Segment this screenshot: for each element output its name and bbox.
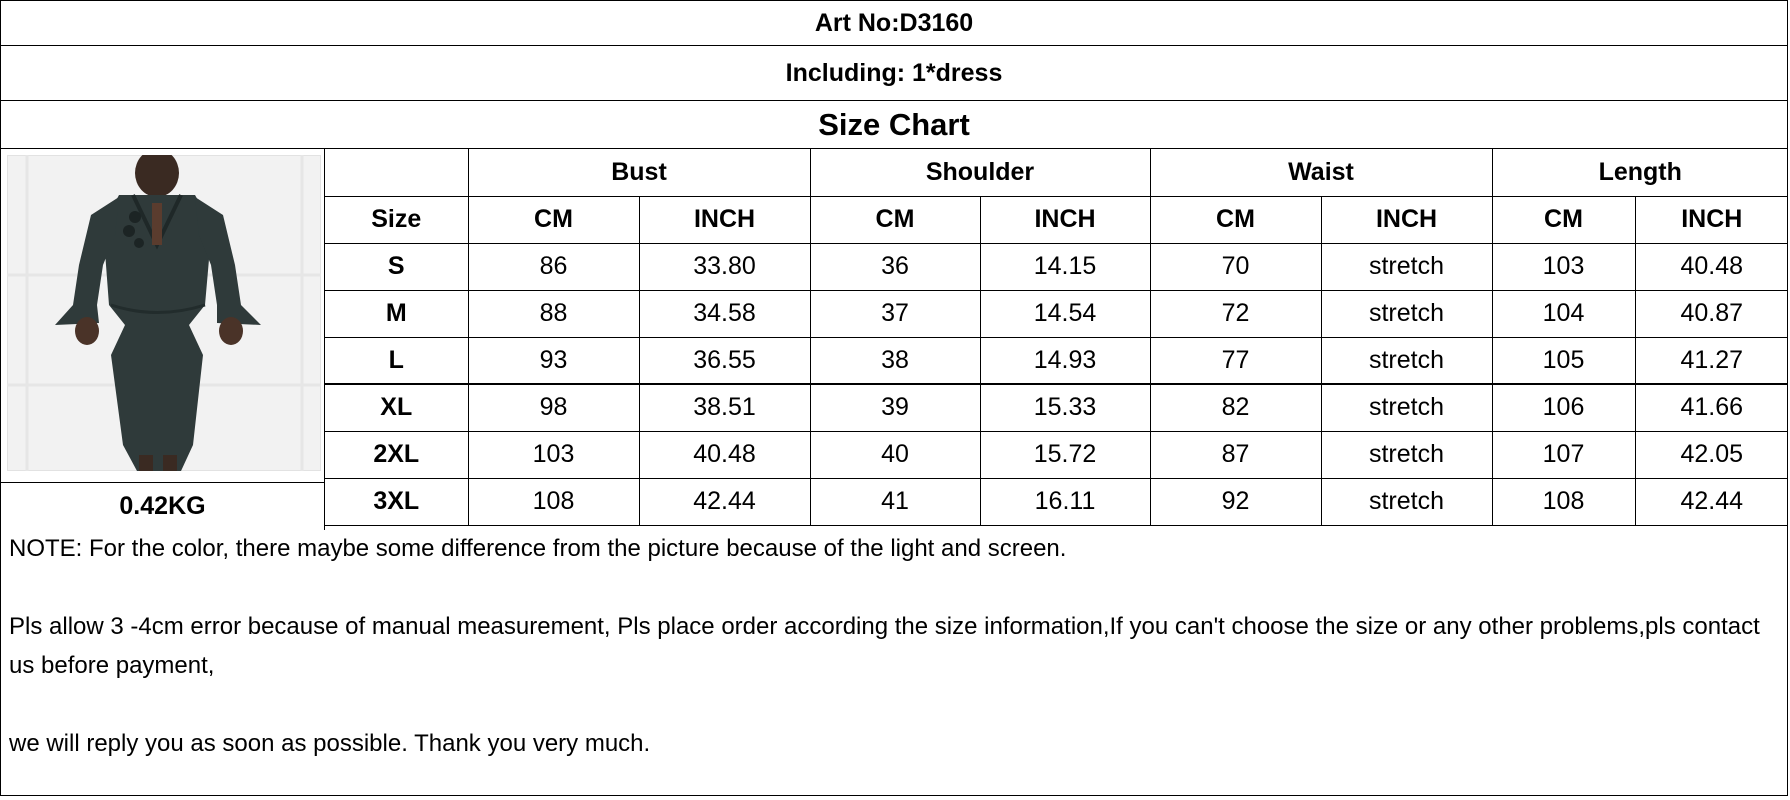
- unit-header: INCH: [639, 196, 810, 243]
- table-row: [325, 290, 1788, 337]
- value-cell: 37: [810, 290, 980, 337]
- value-cell: stretch: [1321, 384, 1492, 431]
- value-cell: 39: [810, 384, 980, 431]
- unit-header: CM: [1150, 196, 1321, 243]
- value-cell: stretch: [1321, 337, 1492, 384]
- table-row: [325, 478, 1788, 525]
- value-cell: stretch: [1321, 478, 1492, 525]
- value-cell: 40.48: [1635, 243, 1788, 290]
- value-cell: 86: [468, 243, 639, 290]
- value-cell: 98: [468, 384, 639, 431]
- value-cell: 87: [1150, 431, 1321, 478]
- value-cell: 70: [1150, 243, 1321, 290]
- value-cell: 82: [1150, 384, 1321, 431]
- value-cell: 38.51: [639, 384, 810, 431]
- group-waist: Waist: [1150, 149, 1492, 196]
- group-length: Length: [1492, 149, 1788, 196]
- size-cell: M: [325, 290, 468, 337]
- value-cell: 36.55: [639, 337, 810, 384]
- unit-header: CM: [468, 196, 639, 243]
- notes-block: [9, 529, 1779, 763]
- value-cell: 14.54: [980, 290, 1150, 337]
- value-cell: 108: [1492, 478, 1635, 525]
- note-color: NOTE: For the color, there maybe some difference from the picture because of the light and screen.: [9, 535, 1067, 562]
- value-cell: 40.87: [1635, 290, 1788, 337]
- size-cell: S: [325, 243, 468, 290]
- value-cell: 103: [1492, 243, 1635, 290]
- value-cell: 72: [1150, 290, 1321, 337]
- value-cell: stretch: [1321, 243, 1492, 290]
- value-cell: 38: [810, 337, 980, 384]
- value-cell: 34.58: [639, 290, 810, 337]
- value-cell: 105: [1492, 337, 1635, 384]
- value-cell: 88: [468, 290, 639, 337]
- size-cell: XL: [325, 384, 468, 431]
- value-cell: stretch: [1321, 431, 1492, 478]
- unit-header-row: [325, 196, 1788, 243]
- note-reply: we will reply you as soon as possible. Thank you very much.: [9, 730, 651, 757]
- value-cell: 41.66: [1635, 384, 1788, 431]
- value-cell: 108: [468, 478, 639, 525]
- value-cell: 106: [1492, 384, 1635, 431]
- value-cell: 15.72: [980, 431, 1150, 478]
- value-cell: 42.44: [639, 478, 810, 525]
- value-cell: 40.48: [639, 431, 810, 478]
- size-cell: L: [325, 337, 468, 384]
- value-cell: 14.15: [980, 243, 1150, 290]
- value-cell: 77: [1150, 337, 1321, 384]
- table-row: [325, 384, 1788, 431]
- value-cell: 40: [810, 431, 980, 478]
- size-table: [325, 149, 1788, 526]
- unit-header: INCH: [980, 196, 1150, 243]
- value-cell: 42.44: [1635, 478, 1788, 525]
- value-cell: 41: [810, 478, 980, 525]
- value-cell: 93: [468, 337, 639, 384]
- value-cell: stretch: [1321, 290, 1492, 337]
- group-bust: Bust: [468, 149, 810, 196]
- unit-header: CM: [810, 196, 980, 243]
- size-chart-title: Size Chart: [1, 101, 1787, 149]
- table-row: [325, 431, 1788, 478]
- value-cell: 33.80: [639, 243, 810, 290]
- value-cell: 15.33: [980, 384, 1150, 431]
- note-measurement: Pls allow 3 -4cm error because of manual measurement, Pls place order according the size information,If you can't choose the size or any other problems,pls contact us before payment,: [9, 613, 1760, 679]
- unit-header: CM: [1492, 196, 1635, 243]
- corner-cell: [325, 149, 468, 196]
- value-cell: 41.27: [1635, 337, 1788, 384]
- size-cell: 3XL: [325, 478, 468, 525]
- product-photo-cell: [1, 149, 325, 482]
- including-line: Including: 1*dress: [1, 46, 1787, 101]
- value-cell: 42.05: [1635, 431, 1788, 478]
- group-header-row: [325, 149, 1788, 196]
- value-cell: 107: [1492, 431, 1635, 478]
- group-shoulder: Shoulder: [810, 149, 1150, 196]
- art-number: Art No:D3160: [1, 1, 1787, 46]
- value-cell: 14.93: [980, 337, 1150, 384]
- value-cell: 16.11: [980, 478, 1150, 525]
- unit-header: INCH: [1321, 196, 1492, 243]
- size-cell: 2XL: [325, 431, 468, 478]
- table-row: [325, 337, 1788, 384]
- value-cell: 36: [810, 243, 980, 290]
- value-cell: 92: [1150, 478, 1321, 525]
- product-weight: 0.42KG: [1, 482, 325, 530]
- table-row: [325, 243, 1788, 290]
- value-cell: 103: [468, 431, 639, 478]
- dress-photo: [7, 155, 321, 471]
- value-cell: 104: [1492, 290, 1635, 337]
- unit-header: INCH: [1635, 196, 1788, 243]
- size-header: Size: [325, 196, 468, 243]
